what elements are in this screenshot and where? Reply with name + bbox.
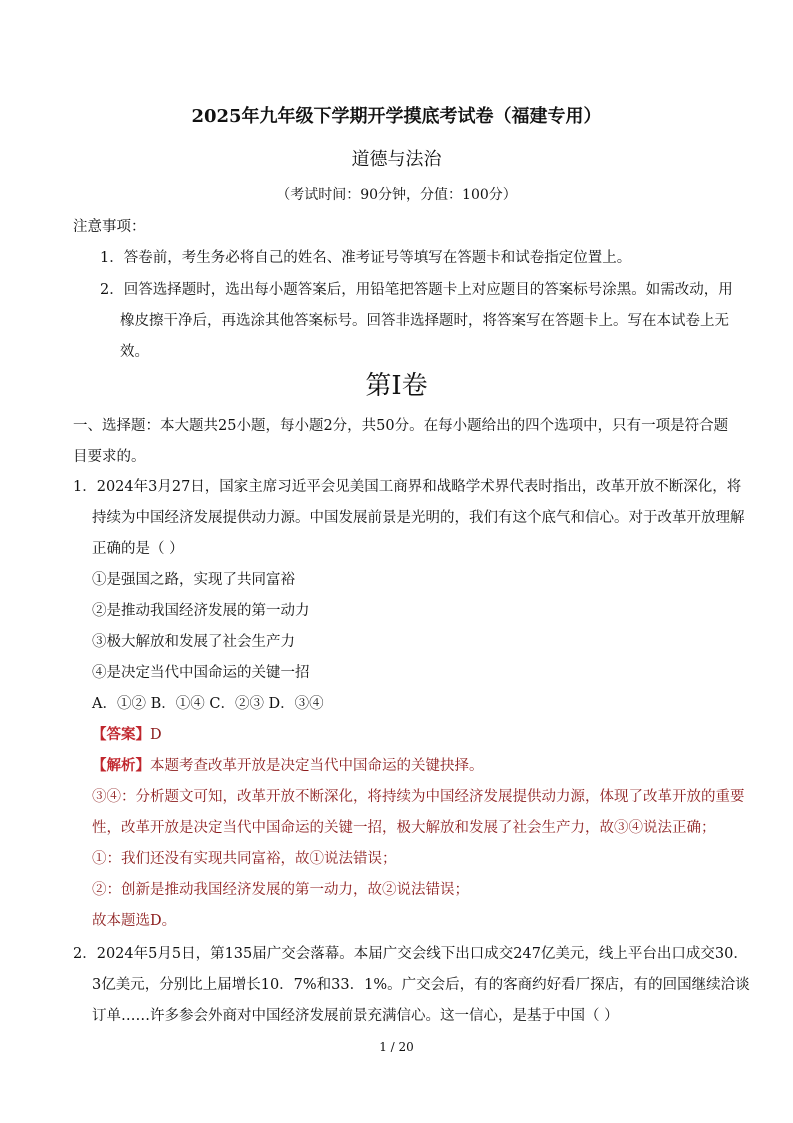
notice-item-2-line-3: 效。	[120, 344, 149, 360]
section-instruction-line-1: 一、选择题：本大题共25小题，每小题2分，共50分。在每小题给出的四个选项中，只有一项是符合题	[73, 418, 729, 434]
q1-option-4: ④是决定当代中国命运的关键一招	[92, 665, 310, 681]
notice-item-2-line-2: 橡皮擦干净后，再选涂其他答案标号。回答非选择题时，将答案写在答题卡上。写在本试卷上无	[120, 313, 729, 329]
q1-option-1: ①是强国之路，实现了共同富裕	[92, 572, 295, 588]
q2-stem-line-3: 订单……许多参会外商对中国经济发展前景充满信心。这一信心，是基于中国（ ）	[92, 1008, 619, 1024]
analysis-label: 【解析】	[92, 757, 150, 774]
answer-value: D	[150, 727, 162, 743]
q1-explanation-1-line-2: 性，改革开放是决定当代中国命运的关键一招，极大解放和发展了社会生产力，故③④说法正确；	[92, 820, 716, 836]
page-number: 1 / 20	[379, 1040, 414, 1054]
exam-title: 2025年九年级下学期开学摸底考试卷（福建专用）	[191, 106, 602, 127]
q1-choices: A．①② B．①④ C．②③ D．③④	[92, 696, 324, 712]
volume-title: 第Ⅰ卷	[365, 371, 428, 401]
q1-explanation-1-line-1: ③④：分析题文可知，改革开放不断深化，将持续为中国经济发展提供动力源，体现了改革开放的重要	[92, 789, 745, 805]
section-instruction-line-2: 目要求的。	[73, 449, 146, 465]
notice-heading: 注意事项：	[73, 219, 146, 235]
exam-info: （考试时间：90分钟，分值：100分）	[276, 187, 517, 203]
q1-answer	[92, 723, 162, 744]
q1-stem-line-1: 1．2024年3月27日，国家主席习近平会见美国工商界和战略学术界代表时指出，改革开放不断深化，将	[73, 479, 742, 495]
q1-analysis	[92, 754, 484, 775]
q1-explanation-3: ②：创新是推动我国经济发展的第一动力，故②说法错误；	[92, 882, 469, 898]
exam-subject: 道德与法治	[351, 149, 442, 170]
q1-explanation-2: ①：我们还没有实现共同富裕，故①说法错误；	[92, 851, 397, 867]
q1-option-3: ③极大解放和发展了社会生产力	[92, 634, 295, 650]
q2-stem-line-2: 3亿美元，分别比上届增长10．7%和33．1%。广交会后，有的客商约好看厂探店，有的回国继续洽谈	[92, 977, 750, 993]
answer-label: 【答案】	[92, 726, 150, 743]
q1-stem-line-3: 正确的是（ ）	[92, 541, 184, 557]
q1-stem-line-2: 持续为中国经济发展提供动力源。中国发展前景是光明的，我们有这个底气和信心。对于改革开放理解	[92, 510, 745, 526]
q1-conclusion: 故本题选D。	[92, 913, 177, 929]
q2-stem-line-1: 2．2024年5月5日，第135届广交会落幕。本届广交会线下出口成交247亿美元，线上平台出口成交30．	[73, 946, 748, 962]
analysis-text: 本题考查改革开放是决定当代中国命运的关键抉择。	[150, 758, 484, 774]
notice-item-1: 1．答卷前，考生务必将自己的姓名、准考证号等填写在答题卡和试卷指定位置上。	[100, 250, 632, 266]
q1-option-2: ②是推动我国经济发展的第一动力	[92, 603, 310, 619]
notice-item-2-line-1: 2．回答选择题时，选出每小题答案后，用铅笔把答题卡上对应题目的答案标号涂黑。如需改动，用	[100, 282, 733, 298]
